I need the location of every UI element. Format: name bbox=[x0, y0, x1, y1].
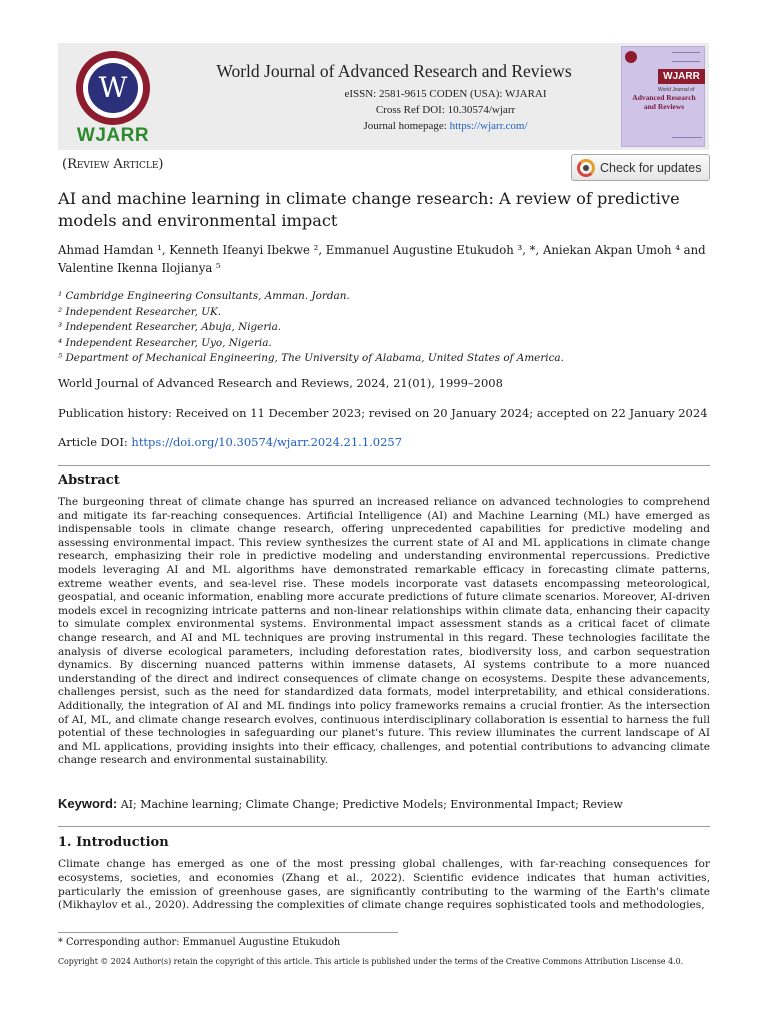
homepage-link[interactable]: https://wjarr.com/ bbox=[449, 120, 528, 132]
logo-ring-icon bbox=[76, 51, 150, 125]
authors-line: Ahmad Hamdan ¹, Kenneth Ifeanyi Ibekwe ², Emmanuel Augustine Etukudoh ³, *, Aniekan Akpan Umoh ⁴ and bbox=[58, 243, 706, 257]
copyright-notice: Copyright © 2024 Author(s) retain the copyright of this article. This article is published under the terms of the Creative Commons Attribution Liscense 4.0. bbox=[58, 957, 684, 966]
logo-letter: W bbox=[88, 63, 138, 113]
cover-decoration bbox=[672, 52, 700, 62]
journal-logo bbox=[68, 51, 158, 146]
logo-text: WJARR bbox=[76, 125, 150, 146]
keywords bbox=[58, 796, 710, 811]
article-title: AI and machine learning in climate change research: A review of predictive models and environmental impact bbox=[58, 189, 680, 230]
crossmark-icon bbox=[577, 159, 595, 177]
corresponding-author: * Corresponding author: Emmanuel Augustine Etukudoh bbox=[58, 937, 341, 948]
cover-badge: WJARR bbox=[658, 69, 705, 84]
doi-link[interactable]: https://doi.org/10.30574/wjarr.2024.21.1.0257 bbox=[131, 435, 403, 449]
homepage-line bbox=[293, 120, 598, 132]
authors-line: Valentine Ikenna Ilojianya ⁵ bbox=[58, 261, 221, 275]
affiliation-item: ¹ Cambridge Engineering Consultants, Amman. Jordan. bbox=[58, 290, 350, 302]
affiliation-item: ³ Independent Researcher, Abuja, Nigeria. bbox=[58, 321, 282, 333]
crossref-doi-line: Cross Ref DOI: 10.30574/wjarr bbox=[375, 104, 516, 116]
article-doi bbox=[58, 435, 402, 449]
journal-header bbox=[58, 43, 709, 150]
cover-decoration-bottom bbox=[672, 137, 702, 141]
affiliation-item: ² Independent Researcher, UK. bbox=[58, 305, 222, 318]
affiliation-item: ⁵ Department of Mechanical Engineering, The University of Alabama, United States of America. bbox=[58, 352, 564, 364]
author-list bbox=[58, 241, 718, 277]
cover-title: Advanced Research and Reviews bbox=[632, 93, 696, 111]
section-heading-introduction: 1. Introduction bbox=[58, 835, 169, 850]
abstract-heading: Abstract bbox=[58, 473, 120, 488]
journal-cover-thumbnail bbox=[621, 46, 705, 147]
citation: World Journal of Advanced Research and Reviews, 2024, 21(01), 1999–2008 bbox=[58, 376, 503, 390]
doi-label: Article DOI: bbox=[58, 435, 132, 449]
article-type: (Review Article) bbox=[62, 157, 164, 172]
affiliation-item: ⁴ Independent Researcher, Uyo, Nigeria. bbox=[58, 336, 272, 349]
journal-info bbox=[168, 61, 598, 132]
cover-seal-icon bbox=[625, 51, 637, 63]
check-for-updates-button[interactable] bbox=[571, 154, 710, 181]
check-updates-label: Check for updates bbox=[600, 160, 702, 175]
divider bbox=[58, 826, 710, 827]
divider bbox=[58, 465, 710, 466]
cover-subtitle: World Journal of bbox=[658, 87, 695, 93]
keywords-text: AI; Machine learning; Climate Change; Predictive Models; Environmental Impact; Review bbox=[117, 798, 623, 811]
introduction-text: Climate change has emerged as one of the most pressing global challenges, with far-reaching consequences for ecosystems, societies, and economies (Zhang et al., 2022). Scientific evidence indicates that human activities, particularly the emission of greenhouse gases, are significantly contributing to the warming of the Earth's climate (Mikhaylov et al., 2020). Addressing the complexities of climate change requires sophisticated tools and methodologies, bbox=[58, 858, 710, 912]
keywords-label: Keyword: bbox=[58, 796, 118, 811]
issn-line: eISSN: 2581-9615 CODEN (USA): WJARAI bbox=[344, 88, 547, 100]
journal-title: World Journal of Advanced Research and Reviews bbox=[216, 61, 572, 81]
publication-history: Publication history: Received on 11 December 2023; revised on 20 January 2024; accepted on 22 January 2024 bbox=[58, 406, 708, 420]
abstract-text: The burgeoning threat of climate change has spurred an increased reliance on advanced technologies to comprehend and mitigate its far-reaching consequences. Artificial Intelligence (AI) and Machine Learning (ML) have emerged as indispensable tools in climate change research, offering unprecedented capabilities for predictive modeling and assessing environmental impact. This review synthesizes the current state of AI and ML applications in climate change research, emphasizing their role in predictive modeling and understanding environmental repercussions. Predictive models leveraging AI and ML algorithms have demonstrated remarkable efficacy in forecasting climate patterns, extreme weather events, and sea-level rise. These models incorporate vast datasets encompassing meteorological, geospatial, and oceanic information, enabling more accurate predictions of future climate scenarios. Moreover, AI-driven models excel in recognizing intricate patterns and non-linear relationships within climate data, enhancing their capacity to simulate complex environmental systems. Environmental impact assessment stands as a critical facet of climate change research, and AI and ML techniques are proving instrumental in this regard. These technologies facilitate the analysis of diverse ecological parameters, including deforestation rates, biodiversity loss, and carbon sequestration dynamics. By discerning nuanced patterns within immense datasets, AI systems contribute to a more nuanced understanding of the direct and indirect consequences of climate change on ecosystems. Despite these advancements, challenges persist, such as the need for standardized data formats, model interpretability, and ethical considerations. Additionally, the integration of AI and ML findings into policy frameworks remains a crucial frontier. As the intersection of AI, ML, and climate change research evolves, continuous interdisciplinary collaboration is essential to harness the full potential of these technologies in safeguarding our planet's future. This review illuminates the current landscape of AI and ML applications, providing insights into their efficacy, challenges, and potential contributions to advancing climate change research and environmental sustainability. bbox=[58, 496, 710, 767]
footnote-divider bbox=[58, 932, 398, 933]
homepage-label: Journal homepage: bbox=[363, 120, 450, 132]
affiliations bbox=[58, 289, 718, 367]
